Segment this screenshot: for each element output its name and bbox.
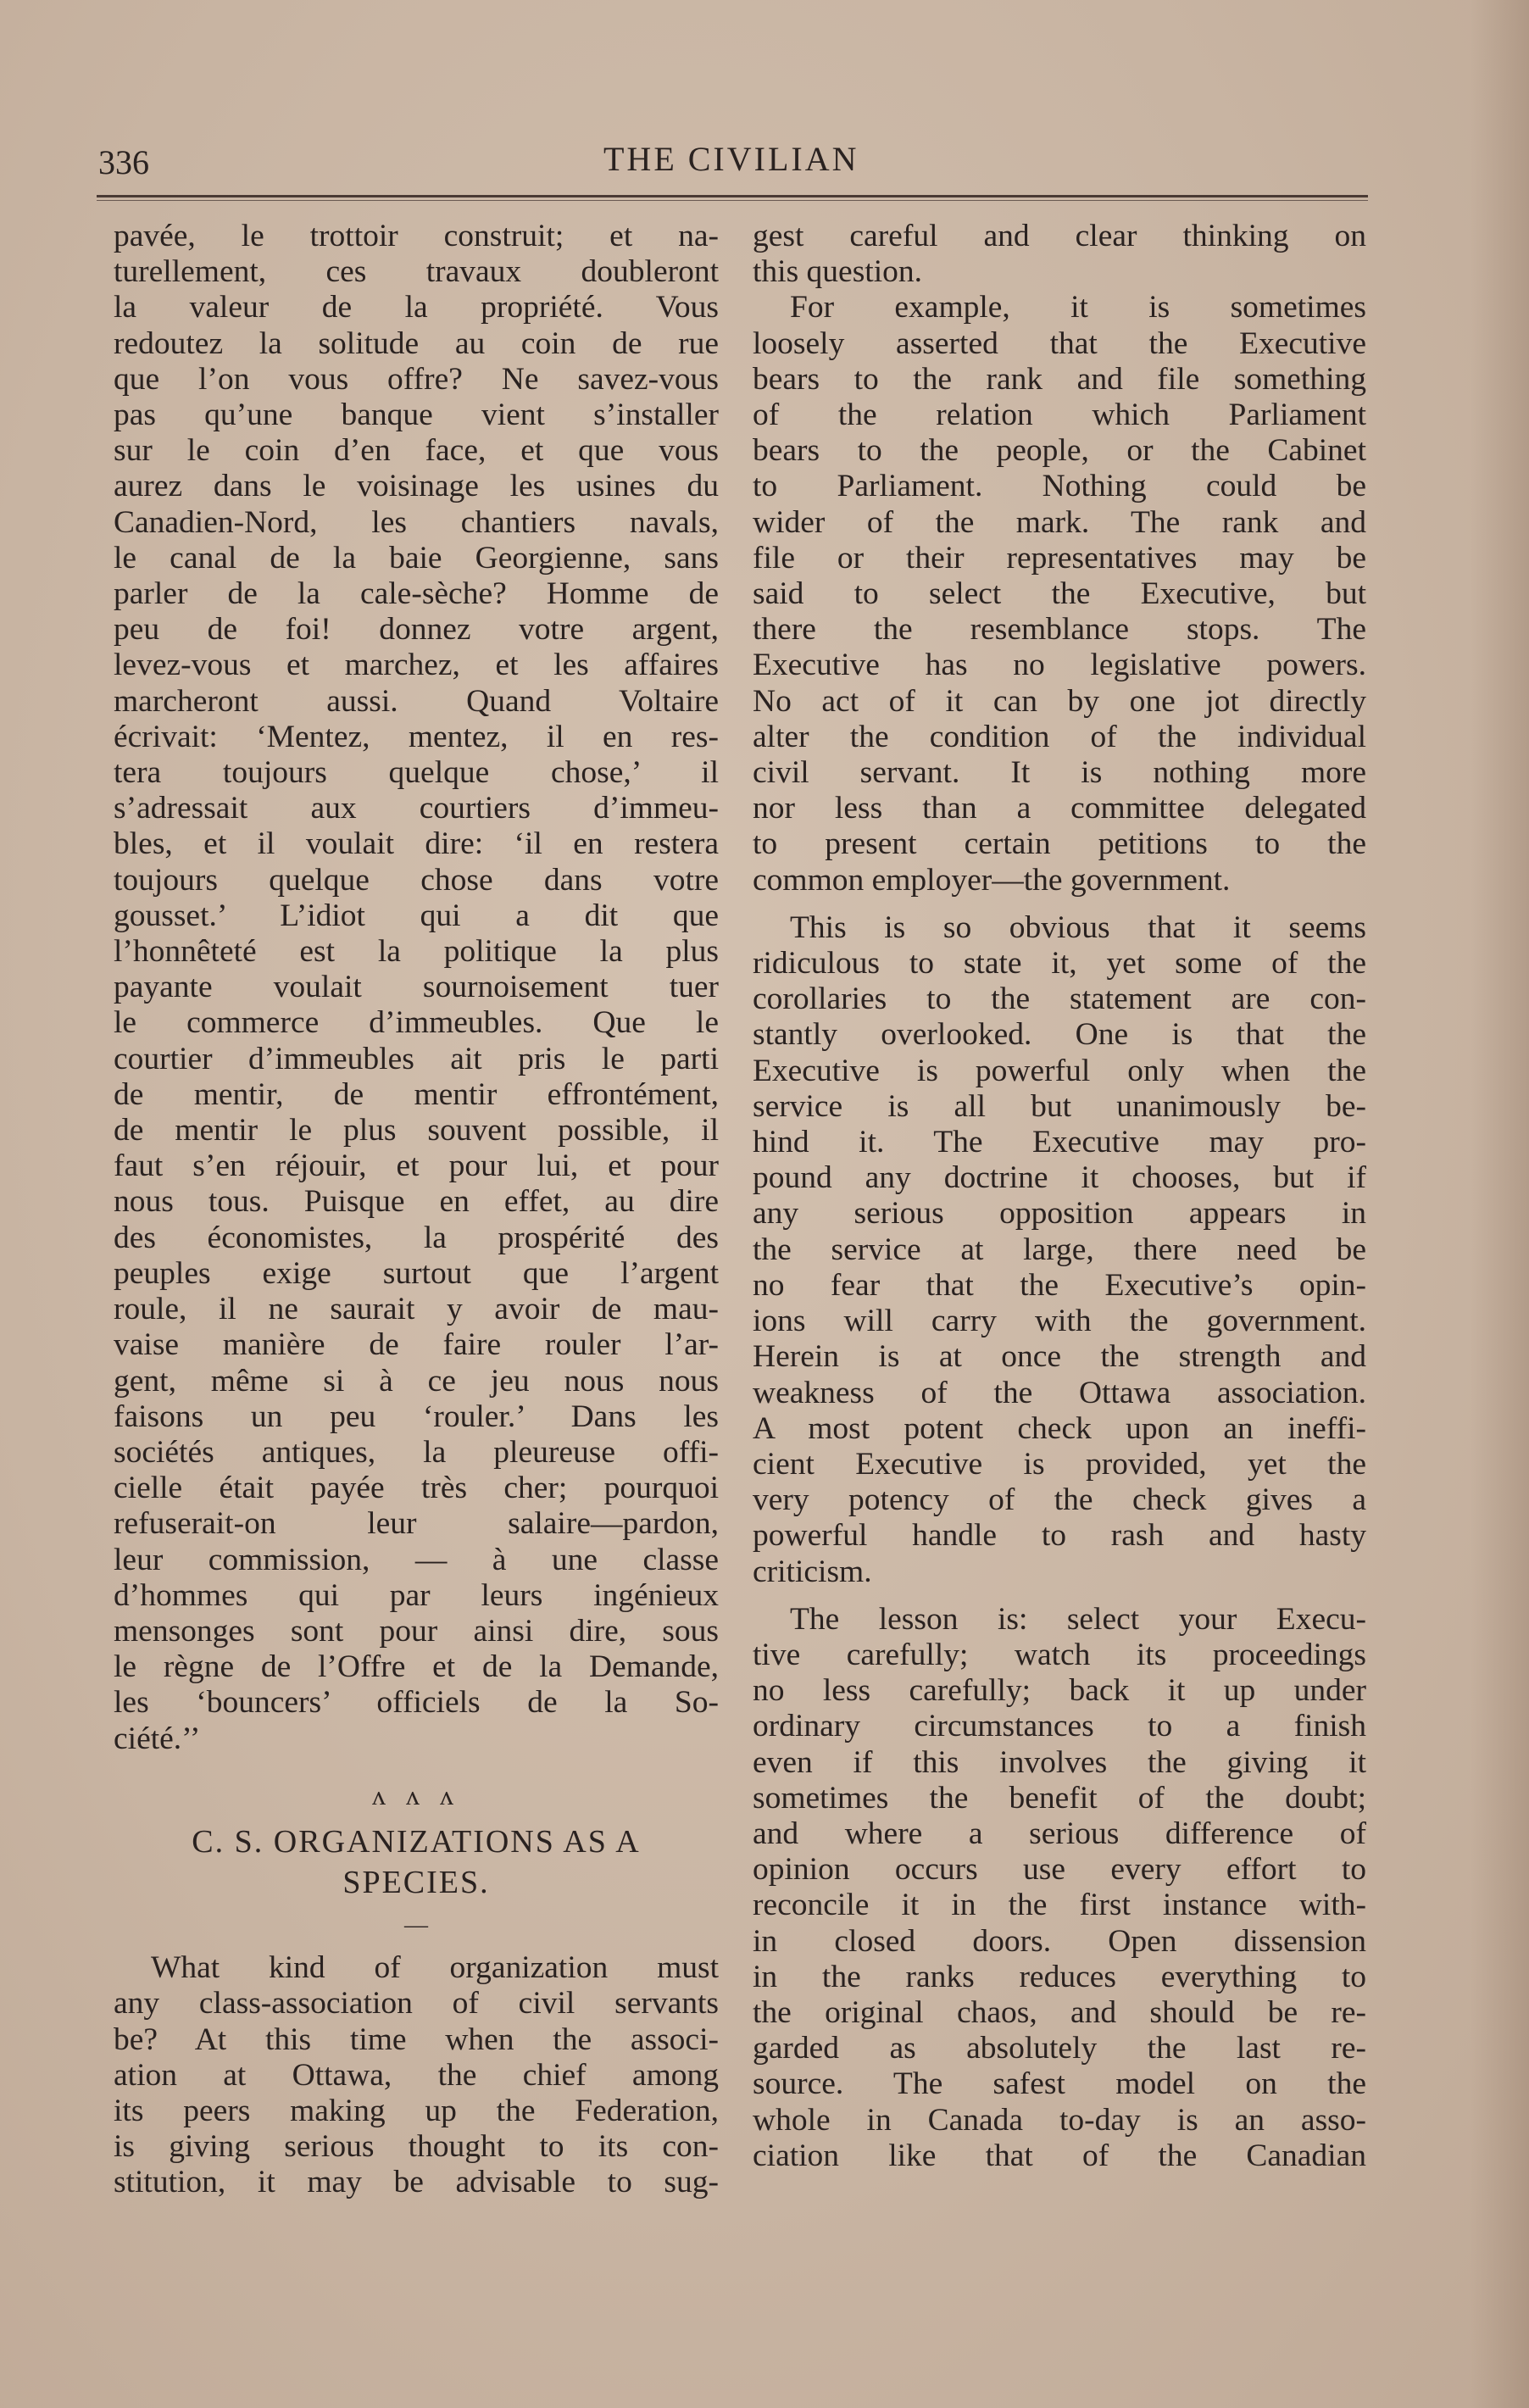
text-line: nous tous. Puisque en effet, au dire — [114, 1184, 719, 1220]
text-line: bears to the people, or the Cabinet — [753, 433, 1366, 469]
text-line: marcheront aussi. Quand Voltaire — [114, 683, 719, 719]
text-line: wider of the mark. The rank and — [753, 504, 1366, 540]
text-line: What kind of organization must — [151, 1950, 719, 1986]
text-line: alter the condition of the individual — [753, 719, 1366, 754]
text-line: gest careful and clear thinking on — [753, 219, 1366, 253]
text-line: stitution, it may be advisable to sug- — [114, 2165, 719, 2200]
text-line: be? At this time when the associ- — [114, 2021, 719, 2057]
text-line: de mentir le plus souvent possible, il — [114, 1113, 719, 1148]
section-heading-line2: SPECIES. — [342, 1864, 490, 1900]
text-line: des économistes, la prospérité des — [114, 1220, 719, 1255]
text-line: powerful handle to rash and hasty — [753, 1518, 1366, 1554]
text-line: any class-association of civil servants — [114, 1986, 719, 2021]
text-line: said to select the Executive, but — [753, 576, 1366, 612]
text-line: A most potent check upon an ineffi- — [753, 1410, 1366, 1446]
text-line: vaise manière de faire rouler l’ar- — [114, 1327, 719, 1363]
text-line: levez-vous et marchez, et les affaires — [114, 648, 719, 683]
text-line: ciété.’’ — [114, 1721, 201, 1756]
paragraph-gap — [753, 898, 1366, 910]
text-line: there the resemblance stops. The — [753, 612, 1366, 648]
text-line: in closed doors. Open dissension — [753, 1923, 1366, 1959]
text-line: s’adressait aux courtiers d’immeu- — [114, 791, 719, 826]
section-heading-dash: — — [404, 1911, 428, 1938]
right-column — [753, 219, 1366, 2174]
left-column — [114, 219, 719, 2201]
text-line: payante voulait sournoisement tuer — [114, 970, 719, 1005]
text-line: écrivait: ‘Mentez, mentez, il en res- — [114, 719, 719, 754]
english-paragraph-start — [114, 1950, 719, 2200]
text-line: leur commission, — à une classe — [114, 1542, 719, 1577]
text-line: This is so obvious that it seems — [790, 909, 1366, 945]
text-line: turellement, ces travaux doubleront — [114, 254, 719, 290]
text-line: nor less than a committee delegated — [753, 791, 1366, 826]
text-line: ation at Ottawa, the chief among — [114, 2057, 719, 2093]
text-line: sur le coin d’en face, et que vous — [114, 433, 719, 469]
text-line: hind it. The Executive may pro- — [753, 1125, 1366, 1160]
text-line: roule, il ne saurait y avoir de mau- — [114, 1292, 719, 1327]
text-line: Executive has no legislative powers. — [753, 648, 1366, 683]
text-line: loosely asserted that the Executive — [753, 325, 1366, 361]
text-line: this question. — [753, 254, 923, 290]
text-line: d’hommes qui par leurs ingénieux — [114, 1577, 719, 1613]
text-line: weakness of the Ottawa association. — [753, 1375, 1366, 1410]
text-line: sociétés antiques, la pleureuse offi- — [114, 1434, 719, 1470]
text-line: file or their representatives may be — [753, 540, 1366, 576]
text-line: criticism. — [753, 1554, 872, 1589]
text-line: no less carefully; back it up under — [753, 1673, 1366, 1709]
text-line: Executive is powerful only when the — [753, 1053, 1366, 1088]
text-line: redoutez la solitude au coin de rue — [114, 325, 719, 361]
text-line: le commerce d’immeubles. Que le — [114, 1005, 719, 1041]
text-line: les ‘bouncers’ officiels de la So- — [114, 1685, 719, 1721]
text-line: common employer—the government. — [753, 862, 1231, 898]
text-line: its peers making up the Federation, — [114, 2093, 719, 2128]
text-line: bles, et il voulait dire: ‘il en restera — [114, 826, 719, 862]
text-line: refuserait-on leur salaire—pardon, — [114, 1506, 719, 1542]
text-line: peu de foi! donnez votre argent, — [114, 612, 719, 648]
text-line: whole in Canada to-day is an asso- — [753, 2102, 1366, 2138]
text-line: and where a serious difference of — [753, 1816, 1366, 1851]
text-line: sometimes the benefit of the doubt; — [753, 1780, 1366, 1816]
text-line: Herein is at once the strength and — [753, 1339, 1366, 1375]
text-line: in the ranks reduces everything to — [753, 1959, 1366, 1994]
text-line: aurez dans le voisinage les usines du — [114, 469, 719, 504]
text-line: mensonges sont pour ainsi dire, sous — [114, 1613, 719, 1649]
text-line: bears to the rank and file something — [753, 361, 1366, 397]
paragraph-continuation — [753, 219, 1366, 290]
text-line: For example, it is sometimes — [790, 290, 1366, 325]
paragraph-obvious — [753, 910, 1366, 1602]
text-line: gousset.’ L’idiot qui a dit que — [114, 898, 719, 933]
text-line: faisons un peu ‘rouler.’ Dans les — [114, 1399, 719, 1434]
text-line: any serious opposition appears in — [753, 1196, 1366, 1232]
text-line: reconcile it in the first instance with- — [753, 1888, 1366, 1923]
text-line: cielle était payée très cher; pourquoi — [114, 1471, 719, 1506]
text-line: No act of it can by one jot directly — [753, 683, 1366, 719]
text-line: the original chaos, and should be re- — [753, 1994, 1366, 2030]
text-line: l’honnêteté est la politique la plus — [114, 934, 719, 970]
text-line: garded as absolutely the last re- — [753, 2031, 1366, 2066]
text-line: pound any doctrine it chooses, but if — [753, 1160, 1366, 1196]
paragraph-gap — [753, 1590, 1366, 1602]
page-edge-shadow — [1470, 0, 1529, 2408]
text-line: pavée, le trottoir construit; et na- — [114, 219, 719, 253]
text-line: no fear that the Executive’s opin- — [753, 1267, 1366, 1303]
text-line: toujours quelque chose dans votre — [114, 862, 719, 898]
text-line: la valeur de la propriété. Vous — [114, 290, 719, 325]
text-line: ciation like that of the Canadian — [753, 2138, 1366, 2173]
text-line: opinion occurs use every effort to — [753, 1852, 1366, 1888]
text-line: le canal de la baie Georgienne, sans — [114, 540, 719, 576]
french-paragraph — [114, 219, 719, 1757]
text-line: very potency of the check gives a — [753, 1482, 1366, 1518]
header-rule-thin — [97, 200, 1368, 201]
text-line: stantly overlooked. One is that the — [753, 1017, 1366, 1053]
text-line: gent, même si à ce jeu nous nous — [114, 1363, 719, 1399]
section-heading-line1: C. S. ORGANIZATIONS AS A — [192, 1823, 641, 1860]
text-line: le règne de l’Offre et de la Demande, — [114, 1649, 719, 1685]
section-divider-ornament: ʌ ʌ ʌ — [372, 1779, 460, 1810]
running-header-title: THE CIVILIAN — [603, 140, 859, 178]
text-line: ions will carry with the government. — [753, 1304, 1366, 1339]
paragraph-example — [753, 290, 1366, 909]
text-line: service is all but unanimously be- — [753, 1088, 1366, 1124]
text-line: parler de la cale-sèche? Homme de — [114, 576, 719, 612]
text-line: source. The safest model on the — [753, 2066, 1366, 2102]
text-line: tera toujours quelque chose,’ il — [114, 755, 719, 791]
text-line: ordinary circumstances to a finish — [753, 1709, 1366, 1744]
text-line: ridiculous to state it, yet some of the — [753, 946, 1366, 982]
text-line: even if this involves the giving it — [753, 1744, 1366, 1780]
text-line: pas qu’une banque vient s’installer — [114, 398, 719, 433]
text-line: the service at large, there need be — [753, 1232, 1366, 1267]
header-rule — [97, 195, 1368, 197]
text-line: corollaries to the statement are con- — [753, 982, 1366, 1017]
text-line: courtier d’immeubles ait pris le parti — [114, 1041, 719, 1076]
text-line: de mentir, de mentir effrontément, — [114, 1076, 719, 1112]
page-number: 336 — [98, 143, 149, 181]
text-line: peuples exige surtout que l’argent — [114, 1255, 719, 1291]
text-line: civil servant. It is nothing more — [753, 755, 1366, 791]
text-line: que l’on vous offre? Ne savez-vous — [114, 361, 719, 397]
text-line: The lesson is: select your Execu- — [790, 1601, 1366, 1637]
text-line: faut s’en réjouir, et pour lui, et pour — [114, 1148, 719, 1184]
text-line: is giving serious thought to its con- — [114, 2129, 719, 2165]
text-line: cient Executive is provided, yet the — [753, 1446, 1366, 1482]
text-line: to Parliament. Nothing could be — [753, 469, 1366, 504]
paragraph-lesson — [753, 1602, 1366, 2174]
text-line: tive carefully; watch its proceedings — [753, 1637, 1366, 1672]
text-line: to present certain petitions to the — [753, 826, 1366, 862]
text-line: Canadien-Nord, les chantiers navals, — [114, 504, 719, 540]
text-line: of the relation which Parliament — [753, 398, 1366, 433]
